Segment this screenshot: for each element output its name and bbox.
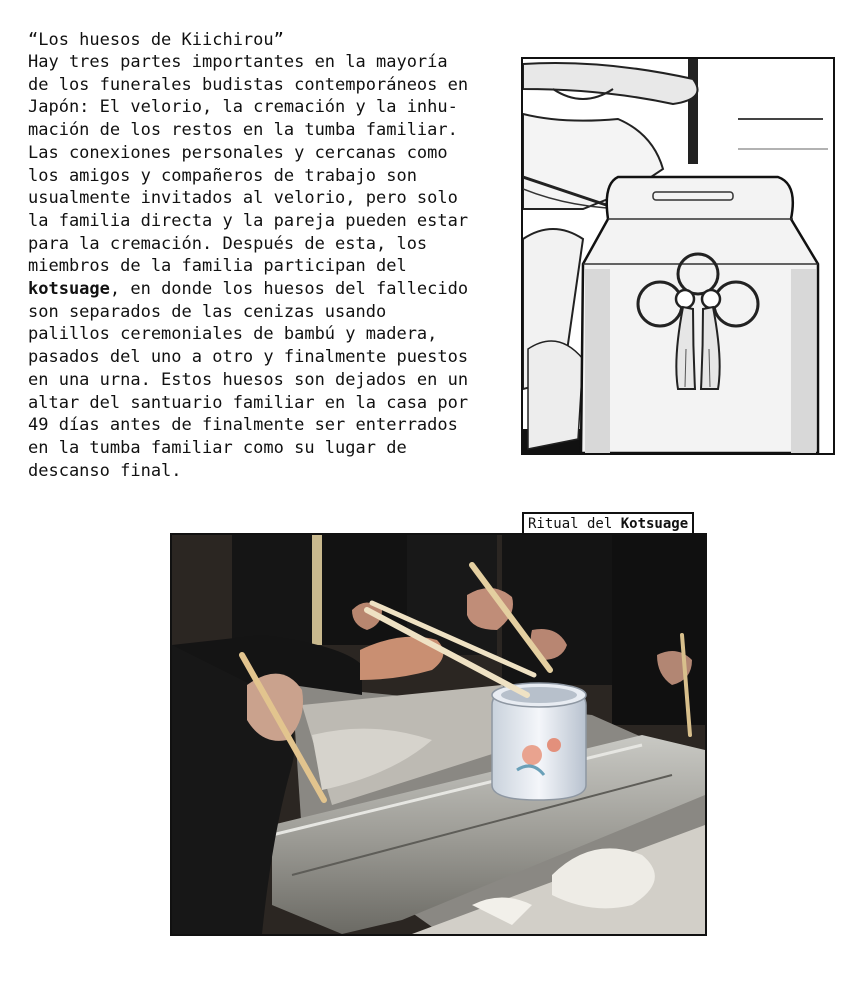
kotsuage-ritual-photo	[170, 533, 707, 936]
article-title: “Los huesos de Kiichirou”	[28, 30, 284, 50]
manga-panel-illustration	[521, 57, 835, 455]
body-text-part-1: Hay tres partes importantes en la mayoría de los funerales budistas contemporáneos en Japón: El velorio, la cremación y la inhu- mación de los restos en la tumba familiar. Las conexiones personales y cercanas como los amigos y compañeros de trabajo son usualmente invitados al velorio, pero solo la familia directa y la pareja pueden estar para la cremación. Después de esta, los miembros de la familia participan del	[28, 52, 469, 277]
photo-caption-bold: Kotsuage	[620, 516, 689, 532]
body-text-part-2: , en donde los huesos del fallecido son separados de las cenizas usando palillos ceremoniales de bambú y madera, pasados del uno a otro y finalmente puestos en una urna. Estos huesos son dejados en un altar del santuario familiar en la casa por 49 días antes de finalmente ser enterrados en la tumba familiar como su lugar de descanso final.	[28, 279, 469, 481]
ritual-photo-drawing	[172, 535, 705, 934]
urn-box-drawing	[523, 59, 833, 453]
photo-caption-prefix: Ritual del	[528, 516, 621, 532]
body-bold-term: kotsuage	[28, 279, 110, 300]
photo-caption	[522, 512, 694, 534]
article-body	[28, 51, 510, 482]
